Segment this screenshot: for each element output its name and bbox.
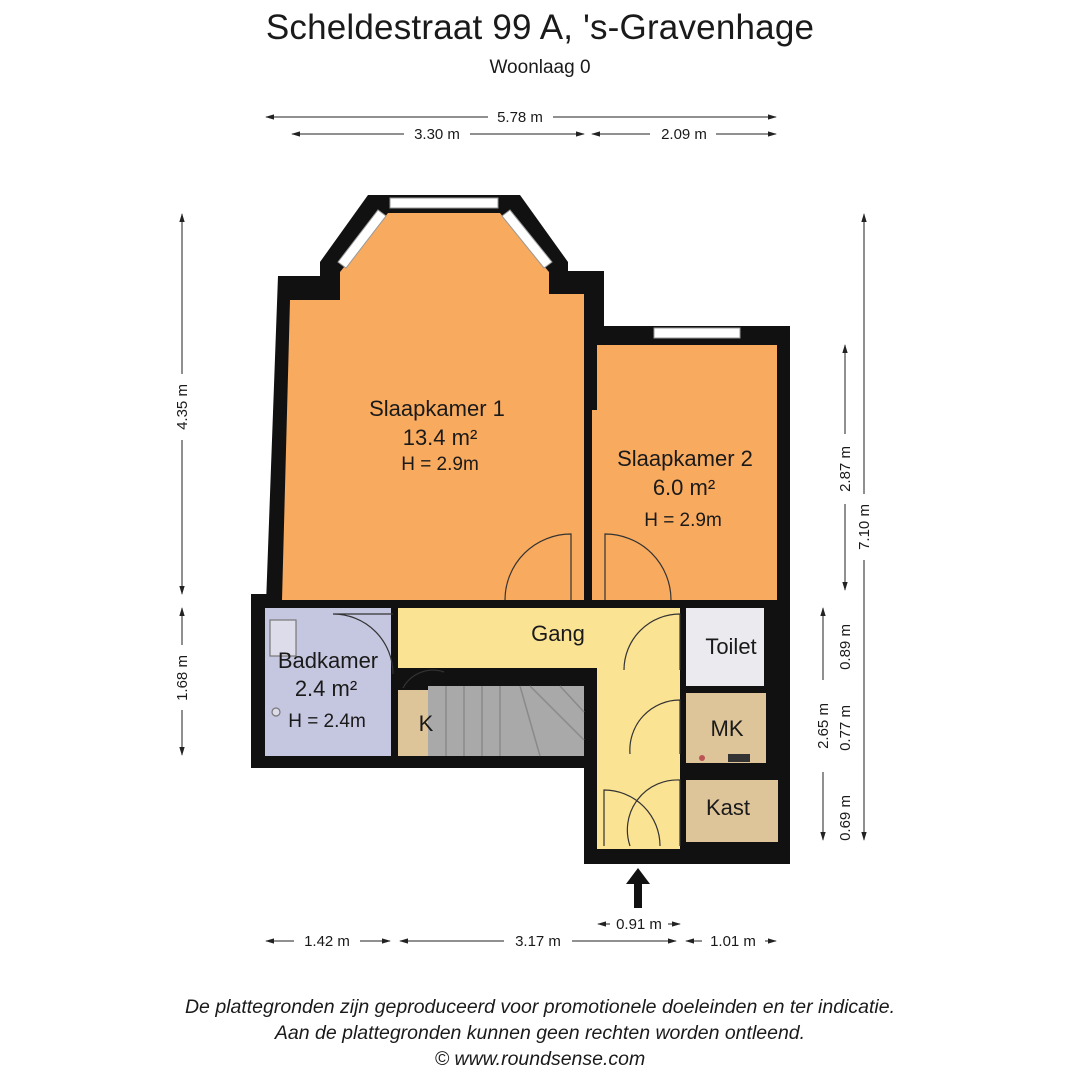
bedroom-2-floor: [592, 345, 777, 600]
bedroom-2-height: H = 2.9m: [644, 510, 722, 531]
dim-right-lower: 2.65 m: [815, 703, 832, 749]
bedroom-1-name: Slaapkamer 1: [369, 396, 505, 421]
closet-k-name: K: [418, 711, 434, 736]
dim-left-lower: 1.68 m: [174, 655, 191, 701]
dim-right-kast: 0.69 m: [837, 795, 854, 841]
dim-right-mk: 0.77 m: [837, 705, 854, 751]
page-title: Scheldestraat 99 A, 's-Gravenhage: [265, 8, 815, 47]
entrance-arrow-icon: [626, 868, 650, 908]
dim-top-total: 5.78 m: [497, 109, 543, 126]
meter-cupboard-name: MK: [710, 716, 744, 741]
dim-left-upper: 4.35 m: [174, 384, 191, 430]
dim-right-toilet: 0.89 m: [837, 624, 854, 670]
stairs: [428, 686, 584, 756]
bedroom-2-name: Slaapkamer 2: [617, 446, 753, 471]
dim-bottom-right: 1.01 m: [710, 933, 756, 950]
bedroom-1-area: 13.4 m²: [402, 425, 478, 450]
bedroom-2[interactable]: [592, 345, 777, 600]
bedroom-1-height: H = 2.9m: [401, 454, 479, 475]
dim-top-right: 2.09 m: [661, 126, 707, 143]
dim-right-upper: 2.87 m: [837, 446, 854, 492]
copyright-line: © www.roundsense.com: [434, 1048, 646, 1070]
dim-top-left: 3.30 m: [414, 126, 460, 143]
bathroom-height: H = 2.4m: [288, 711, 366, 732]
disclaimer: [0, 994, 1080, 1072]
bathroom-name: Badkamer: [277, 648, 379, 673]
bathroom-area: 2.4 m²: [294, 676, 358, 701]
dim-door-width: 0.91 m: [616, 916, 662, 933]
toilet-name: Toilet: [705, 634, 757, 659]
bedroom-2-area: 6.0 m²: [652, 475, 716, 500]
storage-closet-name: Kast: [705, 795, 751, 820]
floor-level: Woonlaag 0: [489, 57, 591, 78]
dim-right-total: 7.10 m: [856, 504, 873, 550]
disclaimer-line-1: De plattegronden zijn geproduceerd voor promotionele doeleinden en ter indicatie.: [184, 996, 896, 1018]
dim-bottom-mid: 3.17 m: [515, 933, 561, 950]
hallway-name: Gang: [531, 621, 585, 646]
disclaimer-line-2: Aan de plattegronden kunnen geen rechten worden ontleend.: [274, 1022, 806, 1044]
dim-bottom-left: 1.42 m: [304, 933, 350, 950]
